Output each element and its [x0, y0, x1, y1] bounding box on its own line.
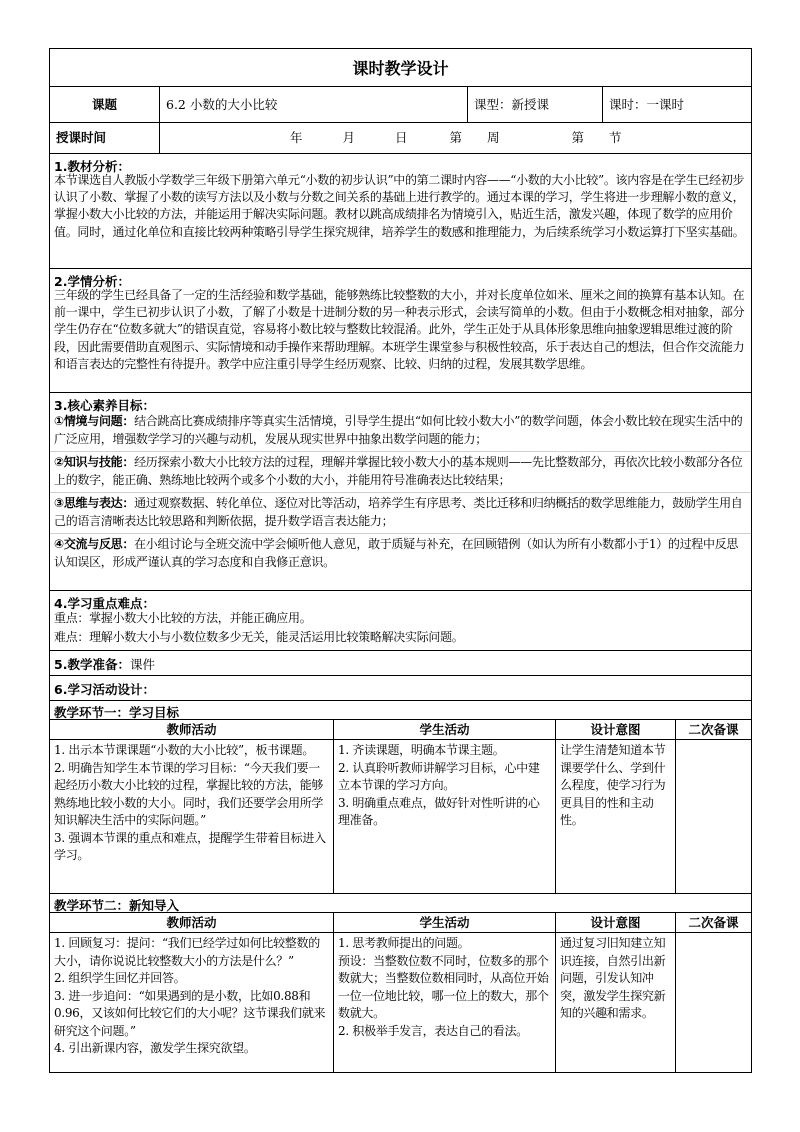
material-heading: 1.教材分析： [54, 159, 130, 174]
material-analysis [49, 154, 752, 269]
stage-title: 教学环节二：新知导入 [54, 898, 180, 913]
time-label: 授课时间 [50, 123, 160, 153]
keypoints-heading: 4.学习重点难点： [54, 596, 155, 611]
student-step: 3. 明确重点难点，做好针对性听讲的心理准备。 [338, 795, 540, 827]
student-header: 学生活动 [334, 720, 556, 739]
intent-header: 设计意图 [556, 720, 676, 739]
design-intent: 让学生清楚知道本节课要学什么、学到什么程度，使学习行为更具目的性和主动性。 [556, 740, 676, 893]
teacher-activity [50, 740, 334, 893]
activity-design [49, 676, 752, 701]
year-label: 年 [290, 130, 303, 145]
topic-row [49, 87, 752, 123]
literacy-heading: 3.核心素养目标： [54, 398, 155, 413]
week-label: 第 周 [449, 130, 500, 145]
teacher-step: 3. 进一步追问：“如果遇到的是小数，比如0.88和0.96，又该如何比较它们的大小呢？这节课我们就来研究这个问题。” [54, 988, 326, 1038]
time-row [49, 123, 752, 154]
table-header-row [49, 913, 752, 933]
teacher-step: 2. 组织学生回忆并回答。 [54, 971, 186, 985]
student-step: 1. 齐读课题，明确本节课主题。 [338, 743, 505, 757]
stage-title-row [49, 701, 752, 720]
goal-text: 在小组讨论与全班交流中学会倾听他人意见，敢于质疑与补充，在回顾错例（如认为所有小数都小于1）的过程中反思认知误区，形成严谨认真的学习态度和自我修正意识。 [54, 537, 739, 569]
lesson-type: 课型：新授课 [468, 87, 603, 122]
page-title: 课时教学设计 [49, 48, 752, 87]
goal-label: ③思维与表达： [54, 496, 135, 510]
table-header-row [49, 720, 752, 740]
student-step: 2. 认真聆听教师讲解学习目标，心中建立本节课的学习方向。 [338, 760, 540, 792]
prep-value: 课件 [129, 657, 155, 672]
goal-text: 经历探索小数大小比较方法的过程，理解并掌握比较小数大小的基本规则——先比整数部分，再依次比较小数部分各位上的数字，能正确、熟练地比较两个或多个小数的大小，并能用符号准确表达比较结果； [54, 455, 743, 487]
design-intent: 通过复习旧知建立知识连接，自然引出新问题，引发认知冲突，激发学生探究新知的兴趣和需求。 [556, 933, 676, 1072]
design-heading: 6.学习活动设计： [54, 682, 155, 697]
student-step: 1. 思考教师提出的问题。 [338, 936, 470, 950]
prep-heading: 5.教学准备： [54, 657, 130, 672]
teacher-header: 教师活动 [50, 720, 334, 739]
table-row [49, 740, 752, 894]
day-label: 日 [395, 130, 408, 145]
student-step: 2. 积极举手发言，表达自己的看法。 [338, 1023, 528, 1038]
goal-item [50, 411, 751, 452]
teacher-step: 3. 强调本节课的重点和难点，提醒学生带着目标进入学习。 [54, 830, 326, 862]
goal-label: ①情境与问题： [54, 414, 135, 428]
goal-text: 通过观察数据、转化单位、逐位对比等活动，培养学生有序思考、类比迁移和归纳概括的数学思维能力，鼓励学生用自己的语言清晰表达比较思路和判断依据，提升数学语言表达能力； [54, 496, 743, 528]
student-activity [334, 933, 556, 1072]
key-points [49, 591, 752, 651]
teacher-activity [50, 933, 334, 1072]
second-header: 二次备课 [688, 915, 739, 930]
student-activity [334, 740, 556, 893]
teacher-header: 教师活动 [50, 913, 334, 932]
goal-item [50, 452, 751, 493]
students-text: 三年级的学生已经具备了一定的生活经验和数学基础，能够熟练比较整数的大小，并对长度单位如米、厘米之间的换算有基本认知。在前一课中，学生已初步认识了小数，了解了小数是十进制分数的另一种表示形式，会读写简单的小数。但由于小数概念相对抽象，部分学生仍存在“位数多就大”的错误直觉，容易将小数比较与整数比较混淆。此外，学生正处于从具体形象思维向抽象逻辑思维过渡的阶段，因此需要借助直观图示、实际情境和动手操作来帮助理解。本班学生课堂参与积极性较高，乐于表达自己的想法，但合作交流能力和语言表达的完整性有待提升。教学中应注重引导学生经历观察、比较、归纳的过程，发展其数学思维。 [54, 288, 745, 371]
student-header: 学生活动 [334, 913, 556, 932]
table-row [49, 933, 752, 1073]
time-value [160, 123, 751, 153]
teaching-prep [49, 651, 752, 676]
lesson-period: 课时：一课时 [609, 97, 685, 112]
goal-item [50, 534, 751, 574]
stage-title: 教学环节一：学习目标 [54, 705, 180, 720]
section-label: 第 节 [571, 130, 622, 145]
difficulty-text: 难点：理解小数大小与小数位数多少无关，能灵活运用比较策略解决实际问题。 [54, 630, 464, 644]
lesson-plan-table [49, 48, 752, 1073]
stage-title-row [49, 894, 752, 913]
month-label: 月 [342, 130, 356, 145]
topic-label: 课题 [50, 87, 160, 122]
goal-item [50, 493, 751, 534]
teacher-step: 4. 引出新课内容，激发学生探究欲望。 [54, 1041, 256, 1055]
second-prep [676, 933, 751, 1072]
literacy-goals [49, 393, 752, 591]
teacher-step: 1. 回顾复习：提问：“我们已经学过如何比较整数的大小，请你说说比较整数大小的方法是什么？” [54, 936, 320, 968]
intent-header: 设计意图 [556, 913, 676, 932]
focus-text: 重点：掌握小数大小比较的方法，并能正确应用。 [54, 611, 312, 625]
topic-value: 6.2 小数的大小比较 [160, 87, 468, 122]
students-heading: 2.学情分析： [54, 274, 130, 289]
second-header: 二次备课 [688, 722, 739, 737]
material-text: 本节课选自人教版小学数学三年级下册第六单元“小数的初步认识”中的第二课时内容——“小数的大小比较”。该内容是在学生已经初步认识了小数、掌握了小数的读写方法以及小数与分数之间关系的基础上进行教学的。通过本课的学习，学生将进一步理解小数的意义，掌握小数大小比较的方法，并能运用于解决实际问题。教材以跳高成绩排名为情境引入，贴近生活，激发兴趣，体现了数学的应用价值。同时，通过化单位和直接比较两种策略引导学生探究规律，培养学生的数感和推理能力，为后续系统学习小数运算打下坚实基础。 [54, 173, 745, 239]
goal-label: ④交流与反思： [54, 537, 135, 551]
teacher-step: 2. 明确告知学生本节课的学习目标：“今天我们要一起经历小数大小比较的过程，掌握比较的方法，能够熟练地比较小数的大小。同时，我们还要学会用所学知识解决生活中的实际问题。” [54, 760, 324, 827]
goal-label: ②知识与技能： [54, 455, 135, 469]
second-prep [676, 740, 751, 893]
student-analysis [49, 269, 752, 393]
teacher-step: 1. 出示本节课课题“小数的大小比较”，板书课题。 [54, 743, 315, 757]
goal-text: 结合跳高比赛成绩排序等真实生活情境，引导学生提出“如何比较小数大小”的数学问题，体会小数比较在现实生活中的广泛应用，增强数学学习的兴趣与动机，发展从现实世界中抽象出数学问题的能力； [54, 414, 743, 446]
student-step: 预设：当整数位数不同时，位数多的那个数就大；当整数位数相同时，从高位开始一位一位地比较，哪一位上的数大，那个数就大。 [338, 953, 549, 1020]
